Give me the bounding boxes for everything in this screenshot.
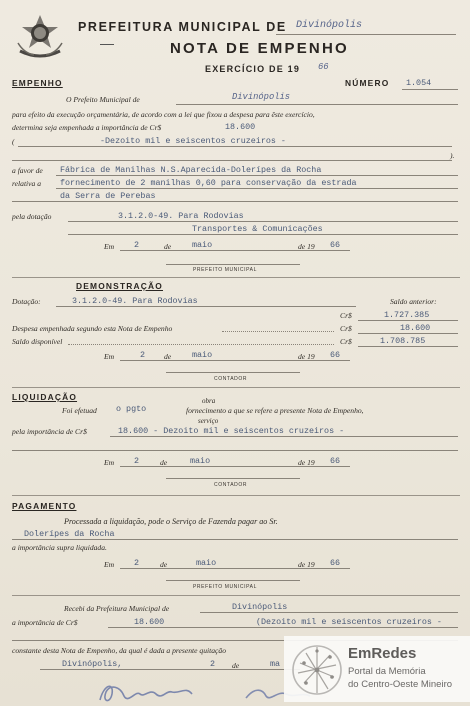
liq-line1-fill: o pgto bbox=[116, 404, 147, 414]
dotacao-line1: 3.1.2.0-49. Para Rodovias bbox=[118, 211, 244, 221]
watermark-line1: Portal da Memória bbox=[348, 666, 426, 677]
number-label: NÚMERO bbox=[345, 78, 390, 88]
date-month: maio bbox=[192, 240, 213, 250]
number-value: 1.054 bbox=[406, 78, 432, 88]
dotacao-label: pela dotação bbox=[12, 212, 52, 221]
currency-2: Cr$ bbox=[340, 324, 352, 333]
watermark-name: EmRedes bbox=[348, 645, 417, 662]
recibo-line3: constante desta Nota de Empenho, da qual é dada a presente quitação bbox=[12, 646, 226, 655]
liq-date-em: Em bbox=[104, 458, 115, 467]
saldo-disponivel-value: 1.708.785 bbox=[380, 336, 426, 346]
pag-date-de1: de bbox=[160, 560, 168, 569]
section-heading-pagamento: PAGAMENTO bbox=[12, 501, 77, 511]
date-de2: de 19 bbox=[298, 242, 315, 251]
pag-date-month: maio bbox=[196, 558, 217, 568]
favor-value: Fábrica de Manilhas N.S.Aparecida-Dolerípes da Rocha bbox=[60, 165, 322, 175]
recibo-amount-words: (Dezoito mil e seiscentos cruzeiros - bbox=[256, 617, 442, 627]
despesa-value: 18.600 bbox=[400, 323, 431, 333]
dash-mark bbox=[100, 44, 114, 45]
liq-line1-b: fornecimento a que se refere a presente Nota de Empenho, bbox=[186, 406, 364, 415]
demo-date-month: maio bbox=[192, 350, 213, 360]
demo-date-day: 2 bbox=[140, 350, 146, 360]
date-year: 66 bbox=[330, 240, 341, 250]
pag-date-de2: de 19 bbox=[298, 560, 315, 569]
municipality-label: PREFEITURA MUNICIPAL DE bbox=[78, 20, 287, 34]
demo-date-de2: de 19 bbox=[298, 352, 315, 361]
recibo-line2-label: a importância de Cr$ bbox=[12, 618, 78, 627]
liq-line1-a: Foi efetuad bbox=[62, 406, 97, 415]
watermark-logo-icon bbox=[290, 643, 344, 697]
section-heading-liquidacao: LIQUIDAÇÃO bbox=[12, 392, 78, 402]
relativa-line2: da Serra de Perebas bbox=[60, 191, 156, 201]
watermark-line2: do Centro-Oeste Mineiro bbox=[348, 679, 453, 690]
liq-date-de1: de bbox=[160, 458, 168, 467]
pag-line3: a importância supra liquidada. bbox=[12, 543, 107, 552]
open-paren: ( bbox=[12, 137, 15, 146]
relativa-label: relativa a bbox=[12, 179, 42, 188]
date-day: 2 bbox=[134, 240, 140, 250]
empenho-amount: 18.600 bbox=[225, 122, 256, 132]
section-heading-demonstracao: DEMONSTRAÇÃO bbox=[76, 281, 163, 291]
relativa-line1: fornecimento de 2 manilhas 0,60 para conservação da estrada bbox=[60, 178, 357, 188]
despesa-label: Despesa empenhada segundo esta Nota de Empenho bbox=[12, 324, 173, 333]
pag-date-year: 66 bbox=[330, 558, 341, 568]
empenho-city: Divinópolis bbox=[232, 92, 291, 102]
liq-line2-label: pela importância de Cr$ bbox=[12, 427, 87, 436]
municipality-name: Divinópolis bbox=[296, 20, 363, 31]
recibo-place: Divinópolis, bbox=[62, 659, 123, 669]
saldo-anterior-label: Saldo anterior: bbox=[390, 297, 437, 306]
empenho-intro: O Prefeito Municipal de bbox=[66, 95, 140, 104]
signature-label-contador-2: CONTADOR bbox=[214, 482, 248, 488]
liq-date-day: 2 bbox=[134, 456, 140, 466]
recibo-day: 2 bbox=[210, 659, 216, 669]
section-heading-empenho: EMPENHO bbox=[12, 78, 63, 88]
pag-date-day: 2 bbox=[134, 558, 140, 568]
pag-date-em: Em bbox=[104, 560, 115, 569]
exercise-label: EXERCÍCIO DE 19 bbox=[205, 64, 301, 74]
liq-date-month: maio bbox=[190, 456, 211, 466]
signature-label-prefeito-1: PREFEITO MUNICIPAL bbox=[193, 267, 257, 273]
demo-date-de1: de bbox=[164, 352, 172, 361]
date-de1: de bbox=[164, 242, 172, 251]
demo-date-em: Em bbox=[104, 352, 115, 361]
pag-payee: Dolerípes da Rocha bbox=[24, 529, 115, 539]
watermark bbox=[284, 636, 470, 702]
recibo-month: ma bbox=[270, 659, 281, 669]
currency-1: Cr$ bbox=[340, 311, 352, 320]
close-paren: ). bbox=[450, 151, 455, 160]
recibo-amount: 18.600 bbox=[134, 617, 165, 627]
coat-of-arms-icon bbox=[14, 13, 66, 61]
liq-obra: obra bbox=[202, 397, 216, 405]
liq-date-de2: de 19 bbox=[298, 458, 315, 467]
saldo-disponivel-label: Saldo disponível bbox=[12, 337, 63, 346]
exercise-year: 66 bbox=[318, 62, 329, 72]
liq-servico: serviço bbox=[198, 417, 219, 425]
signature-label-contador-1: CONTADOR bbox=[214, 376, 248, 382]
currency-3: Cr$ bbox=[340, 337, 352, 346]
liq-line2-value: 18.600 - Dezoito mil e seiscentos cruzeiros - bbox=[118, 426, 345, 436]
empenho-line3: determina seja empenhada a importância de Cr$ bbox=[12, 123, 162, 132]
signature-label-prefeito-2: PREFEITO MUNICIPAL bbox=[193, 584, 257, 590]
recibo-line1: Recebi da Prefeitura Municipal de bbox=[64, 604, 170, 613]
empenho-amount-words: -Dezoito mil e seiscentos cruzeiros - bbox=[100, 136, 286, 146]
document-title: NOTA DE EMPENHO bbox=[170, 40, 349, 57]
recibo-de: de bbox=[232, 661, 240, 670]
liq-date-year: 66 bbox=[330, 456, 341, 466]
demo-dotacao-label: Dotação: bbox=[12, 297, 41, 306]
demo-date-year: 66 bbox=[330, 350, 341, 360]
recibo-city: Divinópolis bbox=[232, 602, 288, 612]
demo-dotacao-value: 3.1.2.0-49. Para Rodovias bbox=[72, 296, 198, 306]
dotacao-line2: Transportes & Comunicações bbox=[192, 224, 323, 234]
date-em: Em bbox=[104, 242, 115, 251]
saldo-anterior-value: 1.727.385 bbox=[384, 310, 430, 320]
favor-label: a favor de bbox=[12, 166, 43, 175]
empenho-line2: para efeito da execução orçamentária, de acordo com a lei que fixou a despesa para êste exercício, bbox=[12, 110, 315, 119]
pag-line1: Processada a liquidação, pode o Serviço de Fazenda pagar ao Sr. bbox=[64, 517, 278, 526]
